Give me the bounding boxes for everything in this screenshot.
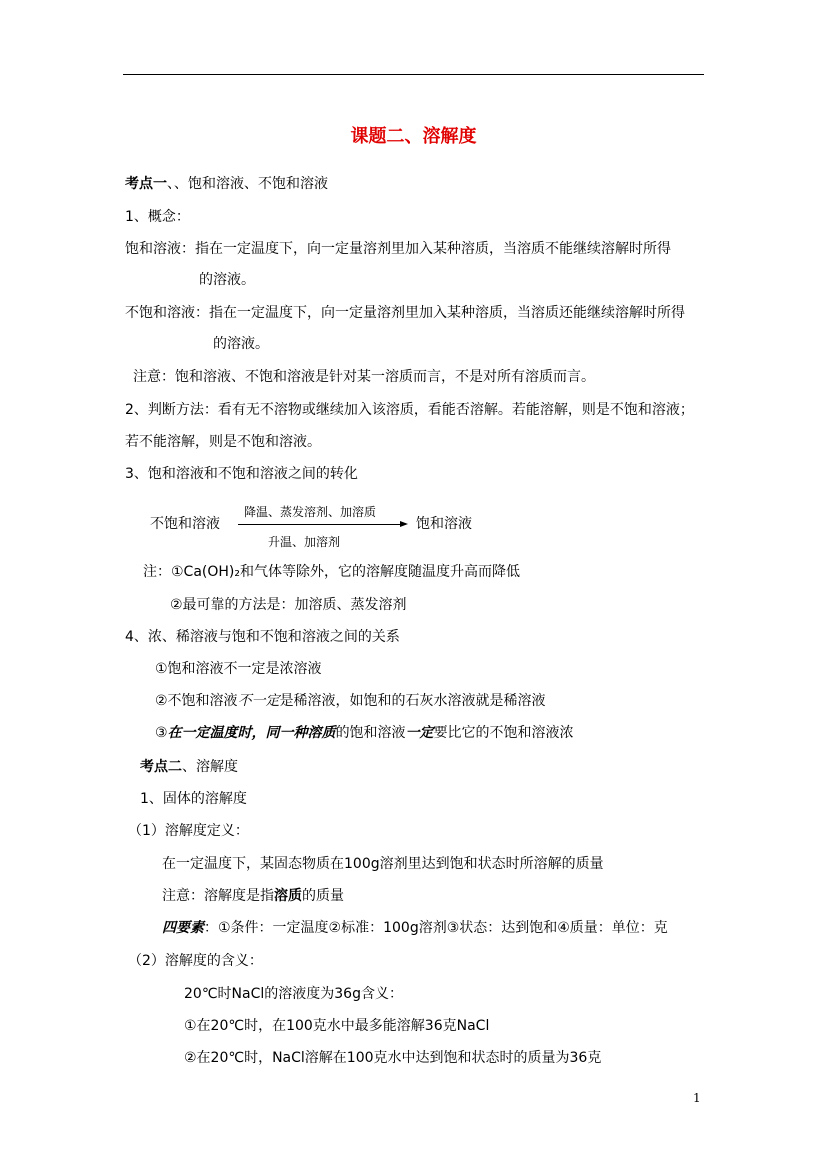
paragraph: 不饱和溶液：指在一定温度下，向一定量溶剂里加入某种溶质，当溶质还能继续溶解时所得: [125, 305, 685, 321]
page-title: 课题二、溶解度: [350, 126, 477, 147]
diagram-right-label: 饱和溶液: [416, 516, 472, 532]
paragraph: 的溶液。: [199, 272, 255, 288]
section-text: 、溶解度: [182, 759, 238, 775]
diagram-left-label: 不饱和溶液: [150, 516, 220, 532]
paragraph: 1、固体的溶解度: [140, 791, 247, 807]
list-item: ①饱和溶液不一定是浓溶液: [155, 661, 322, 677]
paragraph: 20℃时NaCl的溶液度为36g含义：: [184, 986, 403, 1002]
page-number: 1: [693, 1091, 701, 1105]
section-heading-2: [140, 758, 238, 776]
paragraph: 2、判断方法：看有无不溶物或继续加入该溶质，看能否溶解。若能溶解，则是不饱和溶液；: [125, 402, 694, 418]
diagram-upper-label: 降温、蒸发溶剂、加溶质: [244, 505, 377, 519]
paragraph: 3、饱和溶液和不饱和溶液之间的转化: [125, 466, 358, 482]
paragraph: 4、浓、稀溶液与饱和不饱和溶液之间的关系: [125, 629, 400, 645]
paragraph: 饱和溶液：指在一定温度下，向一定量溶剂里加入某种溶质，当溶质不能继续溶解时所得: [125, 241, 671, 257]
list-item: ③在一定温度时，同一种溶质的饱和溶液一定要比它的不饱和溶液浓: [155, 725, 574, 741]
note: 注意：饱和溶液、不饱和溶液是针对某一溶质而言，不是对所有溶质而言。: [133, 369, 595, 385]
paragraph: （2）溶解度的含义：: [128, 953, 263, 969]
section-label: 考点一: [125, 176, 167, 192]
paragraph: 的溶液。: [213, 336, 269, 352]
section-heading-1: [125, 175, 328, 193]
section-label: 考点二: [140, 759, 182, 775]
paragraph: 注意：溶解度是指溶质的质量: [162, 888, 344, 904]
paragraph: ①在20℃时，在100克水中最多能溶解36克NaCl: [184, 1018, 490, 1034]
conversion-diagram: [150, 503, 490, 549]
paragraph: 1、概念：: [125, 209, 190, 225]
list-item: ②不饱和溶液不一定是稀溶液，如饱和的石灰水溶液就是稀溶液: [155, 693, 546, 709]
note: ②最可靠的方法是：加溶质、蒸发溶剂: [170, 597, 407, 613]
paragraph: 四要素：①条件：一定温度②标准：100g溶剂③状态：达到饱和④质量：单位：克: [162, 920, 668, 936]
diagram-lower-label: 升温、加溶剂: [268, 535, 341, 549]
paragraph: （1）溶解度定义：: [128, 823, 249, 839]
note: 注：①Ca(OH)₂和气体等除外，它的溶解度随温度升高而降低: [143, 564, 520, 580]
paragraph: 若不能溶解，则是不饱和溶液。: [125, 434, 321, 450]
right-arrow-icon: [238, 522, 408, 528]
section-text: 、、饱和溶液、不饱和溶液: [167, 176, 328, 192]
paragraph: 在一定温度下，某固态物质在100g溶剂里达到饱和状态时所溶解的质量: [162, 856, 604, 872]
header-rule: [123, 74, 704, 75]
paragraph: ②在20℃时，NaCl溶解在100克水中达到饱和状态时的质量为36克: [184, 1050, 602, 1066]
